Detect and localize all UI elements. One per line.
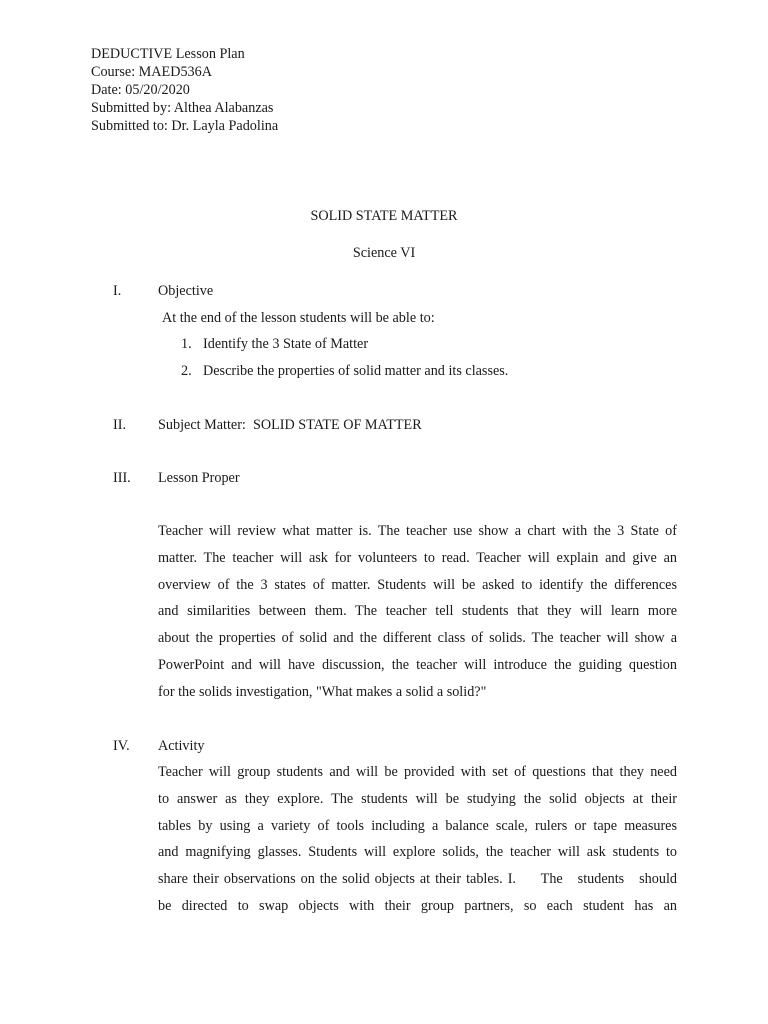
objective-intro: At the end of the lesson students will be able to: [162,310,435,326]
section-numeral-activity: IV. [113,738,130,754]
objective-item: Describe the properties of solid matter and its classes. [203,363,509,379]
lesson-paragraph [158,518,677,706]
paragraph-line: to answer as they explore. The students will be studying the solid objects at their [158,790,677,807]
paragraph-line: and similarities between them. The teacher tell students that they will learn more [158,603,677,620]
document-subtitle: Science VI [352,245,416,261]
header-submitted-by: Submitted by: Althea Alabanzas [91,100,274,116]
objective-item-number: 1. [181,336,192,352]
document-header [91,45,278,135]
header-title: DEDUCTIVE Lesson Plan [91,46,245,62]
paragraph-line: and magnifying glasses. Students will explore solids, the teacher will ask students to [158,844,677,861]
paragraph-line: about the properties of solid and the different class of solids. The teacher will show a [158,630,677,647]
header-submitted-to: Submitted to: Dr. Layla Padolina [91,118,279,134]
paragraph-line: overview of the 3 states of matter. Students will be asked to identify the differences [158,576,677,593]
objective-item-number: 2. [181,363,192,379]
paragraph-line: Teacher will group students and will be provided with set of questions that they need [158,764,677,780]
paragraph-line: be directed to swap objects with their group partners, so each student has an [158,897,677,914]
paragraph-line: PowerPoint and will have discussion, the teacher will introduce the guiding question [158,656,677,673]
header-course: Course: MAED536A [91,64,212,80]
paragraph-line: matter. The teacher will ask for volunteers to read. Teacher will explain and give an [158,549,677,566]
objective-item: Identify the 3 State of Matter [203,336,369,352]
section-numeral-subject: II. [113,417,126,433]
paragraph-line: for the solids investigation, "What makes a solid a solid?" [158,683,487,700]
document-title: SOLID STATE MATTER [310,208,458,224]
section-heading-objective: Objective [158,283,214,299]
section-numeral-lesson: III. [113,470,131,486]
section-heading-subject: Subject Matter: SOLID STATE OF MATTER [158,417,422,433]
paragraph-line: Teacher will review what matter is. The teacher use show a chart with the 3 State of [158,523,677,539]
paragraph-line: tables by using a variety of tools including a balance scale, rulers or tape measures [158,817,677,834]
activity-paragraph [158,759,677,920]
paragraph-line: share their observations on the solid objects at their tables. I. The students should [158,871,677,888]
section-heading-lesson: Lesson Proper [158,470,240,486]
section-numeral-objective: I. [113,283,122,299]
section-heading-activity: Activity [158,738,205,754]
header-date: Date: 05/20/2020 [91,82,190,98]
